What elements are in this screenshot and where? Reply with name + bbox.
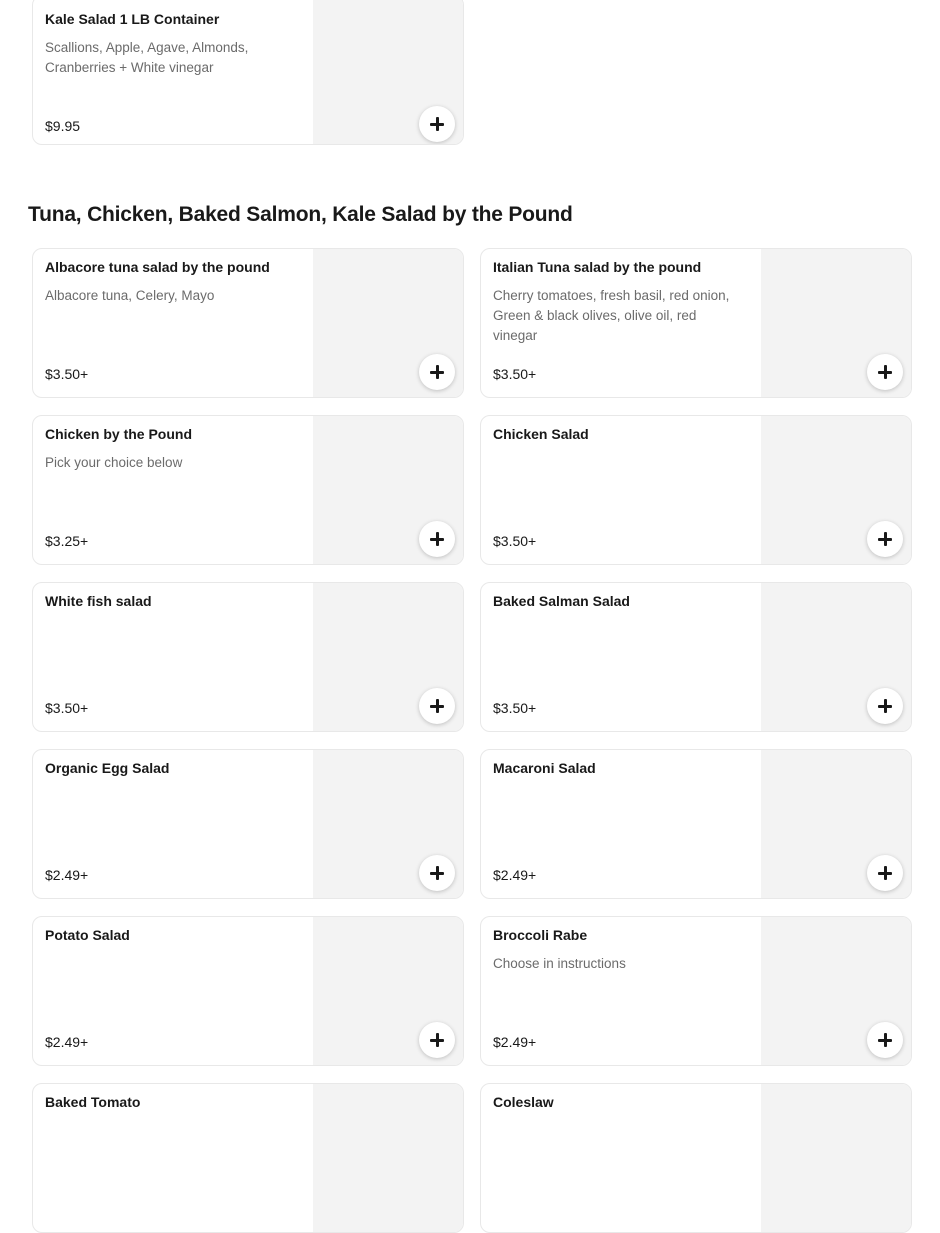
add-item-button[interactable] — [419, 354, 455, 390]
menu-item-card[interactable] — [480, 1083, 912, 1233]
plus-icon — [878, 699, 892, 713]
plus-icon — [430, 1033, 444, 1047]
plus-icon — [878, 532, 892, 546]
menu-item-price: $2.49+ — [493, 867, 537, 883]
menu-item-name: White fish salad — [45, 593, 152, 609]
menu-item-name: Organic Egg Salad — [45, 760, 170, 776]
add-item-button[interactable] — [867, 354, 903, 390]
menu-item-name: Baked Tomato — [45, 1094, 141, 1110]
menu-item-price: $9.95 — [45, 118, 81, 134]
menu-item-description: Albacore tuna, Celery, Mayo — [45, 288, 215, 303]
menu-item-info — [45, 917, 313, 1065]
menu-item-info — [45, 416, 313, 564]
menu-item-description: Scallions, Apple, Agave, Almonds, Cranberries + White vinegar — [45, 40, 249, 75]
menu-item-image — [761, 1084, 911, 1232]
menu-item-name: Baked Salman Salad — [493, 593, 630, 609]
add-item-button[interactable] — [867, 855, 903, 891]
menu-item-price: $3.50+ — [45, 700, 89, 716]
menu-item-info — [45, 249, 313, 397]
menu-item-name: Macaroni Salad — [493, 760, 596, 776]
add-item-button[interactable] — [867, 1022, 903, 1058]
menu-item-card[interactable] — [32, 916, 464, 1066]
menu-item-name: Broccoli Rabe — [493, 927, 588, 943]
add-item-button[interactable] — [867, 688, 903, 724]
menu-item-description: Choose in instructions — [493, 956, 626, 971]
menu-item-info — [493, 917, 761, 1065]
add-item-button[interactable] — [419, 688, 455, 724]
menu-item-card[interactable] — [32, 0, 464, 145]
menu-item-info — [45, 0, 313, 144]
add-item-button[interactable] — [867, 521, 903, 557]
menu-item-info — [45, 583, 313, 731]
menu-item-info — [45, 750, 313, 898]
menu-item-image — [313, 1084, 463, 1232]
menu-item-description: Pick your choice below — [45, 455, 183, 470]
section-title: Tuna, Chicken, Baked Salmon, Kale Salad by the Pound — [28, 203, 573, 226]
menu-item-name: Chicken by the Pound — [45, 426, 193, 442]
plus-icon — [430, 699, 444, 713]
menu-item-card[interactable] — [32, 248, 464, 398]
menu-item-price: $2.49+ — [45, 1034, 89, 1050]
plus-icon — [878, 365, 892, 379]
menu-item-price: $2.49+ — [45, 867, 89, 883]
menu-item-name: Albacore tuna salad by the pound — [45, 259, 270, 275]
add-item-button[interactable] — [419, 855, 455, 891]
menu-item-card[interactable] — [480, 248, 912, 398]
menu-item-price: $3.25+ — [45, 533, 89, 549]
plus-icon — [430, 866, 444, 880]
menu-item-card[interactable] — [32, 415, 464, 565]
menu-item-info — [493, 249, 761, 397]
plus-icon — [878, 1033, 892, 1047]
menu-item-name: Coleslaw — [493, 1094, 554, 1110]
menu-item-price: $2.49+ — [493, 1034, 537, 1050]
add-item-button[interactable] — [419, 1022, 455, 1058]
menu-item-info — [493, 750, 761, 898]
menu-item-name: Potato Salad — [45, 927, 130, 943]
add-item-button[interactable] — [419, 521, 455, 557]
menu-item-info — [493, 416, 761, 564]
menu-item-info — [493, 1084, 761, 1232]
plus-icon — [430, 365, 444, 379]
menu-item-card[interactable] — [480, 415, 912, 565]
menu-item-card[interactable] — [32, 1083, 464, 1233]
menu-item-price: $3.50+ — [493, 700, 537, 716]
plus-icon — [430, 117, 444, 131]
add-item-button[interactable] — [419, 106, 455, 142]
menu-item-card[interactable] — [32, 749, 464, 899]
plus-icon — [878, 866, 892, 880]
menu-item-card[interactable] — [480, 916, 912, 1066]
menu-item-description: Cherry tomatoes, fresh basil, red onion, Green & black olives, olive oil, red vinegar — [493, 288, 730, 343]
menu-item-name: Kale Salad 1 LB Container — [45, 11, 220, 27]
menu-item-card[interactable] — [480, 582, 912, 732]
menu-item-price: $3.50+ — [493, 533, 537, 549]
plus-icon — [430, 532, 444, 546]
menu-item-card[interactable] — [480, 749, 912, 899]
menu-item-card[interactable] — [32, 582, 464, 732]
menu-item-name: Chicken Salad — [493, 426, 589, 442]
menu-item-price: $3.50+ — [45, 366, 89, 382]
menu-item-info — [45, 1084, 313, 1232]
menu-item-info — [493, 583, 761, 731]
menu-item-name: Italian Tuna salad by the pound — [493, 259, 702, 275]
menu-item-price: $3.50+ — [493, 366, 537, 382]
